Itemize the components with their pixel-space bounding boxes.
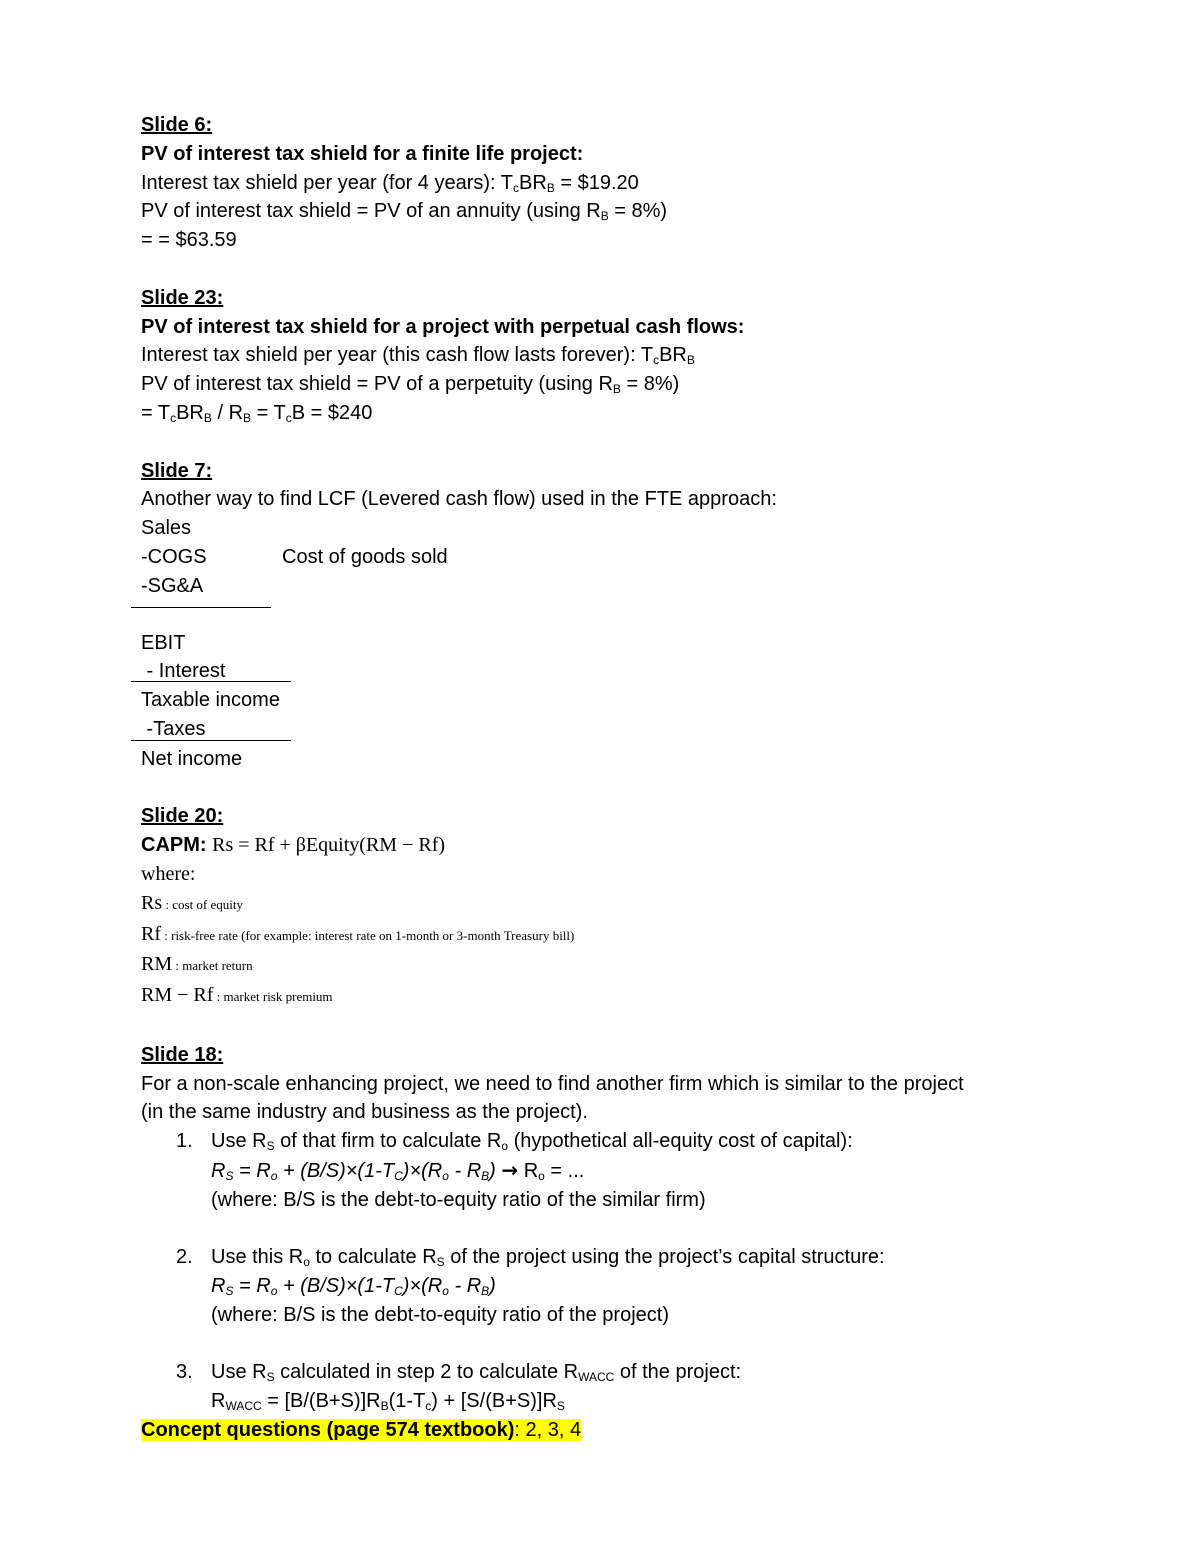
capm-def-rs: Rs : cost of equity <box>141 891 244 914</box>
step-3-equation: $R_{WACC} = [B/(B+S)]R_B(1-T_c) + [S/(B+S)]R_S$ <box>211 1390 565 1414</box>
step-1: 1. Use $R_S$ of that firm to calculate $R_o$ (hypothetical all-equity cost of capital): $R_S = R_o + (B/S)\times(1-T_C)\times(R_o - R_B) \to R_o$ = ... (where: B/S is the debt-to-equity ratio of the similar firm) <box>141 1127 1101 1243</box>
slide-23-title: PV of interest tax shield for a project with perpetual cash flows: <box>141 315 745 338</box>
slide-6-line-1: Interest tax shield per year (for 4 years): $T_cBR_B$ = $19.20 <box>141 171 639 195</box>
slide-18-heading: Slide 18: <box>141 1043 224 1066</box>
income-cogs: -COGS Cost of goods sold <box>141 545 448 568</box>
step-2-where: (where: B/S is the debt-to-equity ratio of the project) <box>211 1303 669 1326</box>
slide-18-intro-2: (in the same industry and business as the project). <box>141 1101 588 1124</box>
slide-23-line-3: = $T_cBR_B / R_B = T_cB$ = $240 <box>141 401 373 425</box>
slide-23-line-2: PV of interest tax shield = PV of a perpetuity (using $R_B = 8\%$) <box>141 373 680 397</box>
steps-list <box>141 1127 1101 1416</box>
slide-6-line-2: PV of interest tax shield = PV of an annuity (using $R_B = 8\%$) <box>141 200 668 224</box>
income-divider-1 <box>131 607 271 608</box>
slide-6-line-3: = = $63.59 <box>141 229 237 252</box>
step-1-where: (where: B/S is the debt-to-equity ratio of the similar firm) <box>211 1188 706 1211</box>
slide-20-heading: Slide 20: <box>141 805 224 828</box>
concept-questions: Concept questions (page 574 textbook): 2, 3, 4 <box>141 1419 582 1442</box>
step-2-equation: $R_S = R_o + (B/S)\times(1-T_C)\times(R_o - R_B)$ <box>211 1275 496 1299</box>
income-sales: Sales <box>141 517 192 540</box>
income-taxes: -Taxes <box>141 717 206 740</box>
slide-6-title: PV of interest tax shield for a finite life project: <box>141 142 584 165</box>
document-page <box>141 111 1101 1445</box>
slide-6-heading: Slide 6: <box>141 114 213 136</box>
capm-def-premium: RM − Rf : market risk premium <box>141 984 333 1007</box>
income-net: Net income <box>141 747 243 770</box>
slide-23-line-1: Interest tax shield per year (this cash flow lasts forever): $T_cBR_B$ <box>141 344 695 368</box>
step-3: 3. Use $R_S$ calculated in step 2 to calculate $R_{WACC}$ of the project: $R_{WACC} = [B/(B+S)]R_B(1-T_c) + [S/(B+S)]R_S$ <box>141 1358 1101 1416</box>
income-ebit: EBIT <box>141 631 186 654</box>
slide-7-title: Another way to find LCF (Levered cash flow) used in the FTE approach: <box>141 488 777 511</box>
capm-where: where: <box>141 862 196 885</box>
income-interest: - Interest <box>141 660 226 683</box>
income-sga: -SG&A <box>141 574 204 597</box>
slide-7-heading: Slide 7: <box>141 459 213 482</box>
arrow-right-icon: → <box>501 1157 519 1182</box>
slide-18-intro-1: For a non-scale enhancing project, we need to find another firm which is similar to the project <box>141 1072 964 1095</box>
step-1-equation: $R_S = R_o + (B/S)\times(1-T_C)\times(R_o - R_B) \to R_o$ = ... <box>211 1157 585 1183</box>
capm-formula: CAPM: Rs = Rf + βEquity(RM − Rf) <box>141 834 446 857</box>
step-1-text: Use $R_S$ of that firm to calculate $R_o$ (hypothetical all-equity cost of capital): <box>211 1130 853 1154</box>
step-3-text: Use $R_S$ calculated in step 2 to calculate $R_{WACC}$ of the project: <box>211 1361 742 1385</box>
capm-def-rf: Rf : risk-free rate (for example: interest rate on 1-month or 3-month Treasury bill) <box>141 922 575 945</box>
step-2: 2. Use this $R_o$ to calculate $R_S$ of the project using the project’s capital structure: $R_S = R_o + (B/S)\times(1-T_C)\times(R_o - R_B)$ (where: B/S is the debt-to-equity ratio of the project) <box>141 1243 1101 1358</box>
slide-23-heading: Slide 23: <box>141 286 224 309</box>
step-2-text: Use this $R_o$ to calculate $R_S$ of the project using the project’s capital structure: <box>211 1246 885 1270</box>
income-taxable: Taxable income <box>141 689 280 712</box>
capm-def-rm: RM : market return <box>141 953 253 976</box>
